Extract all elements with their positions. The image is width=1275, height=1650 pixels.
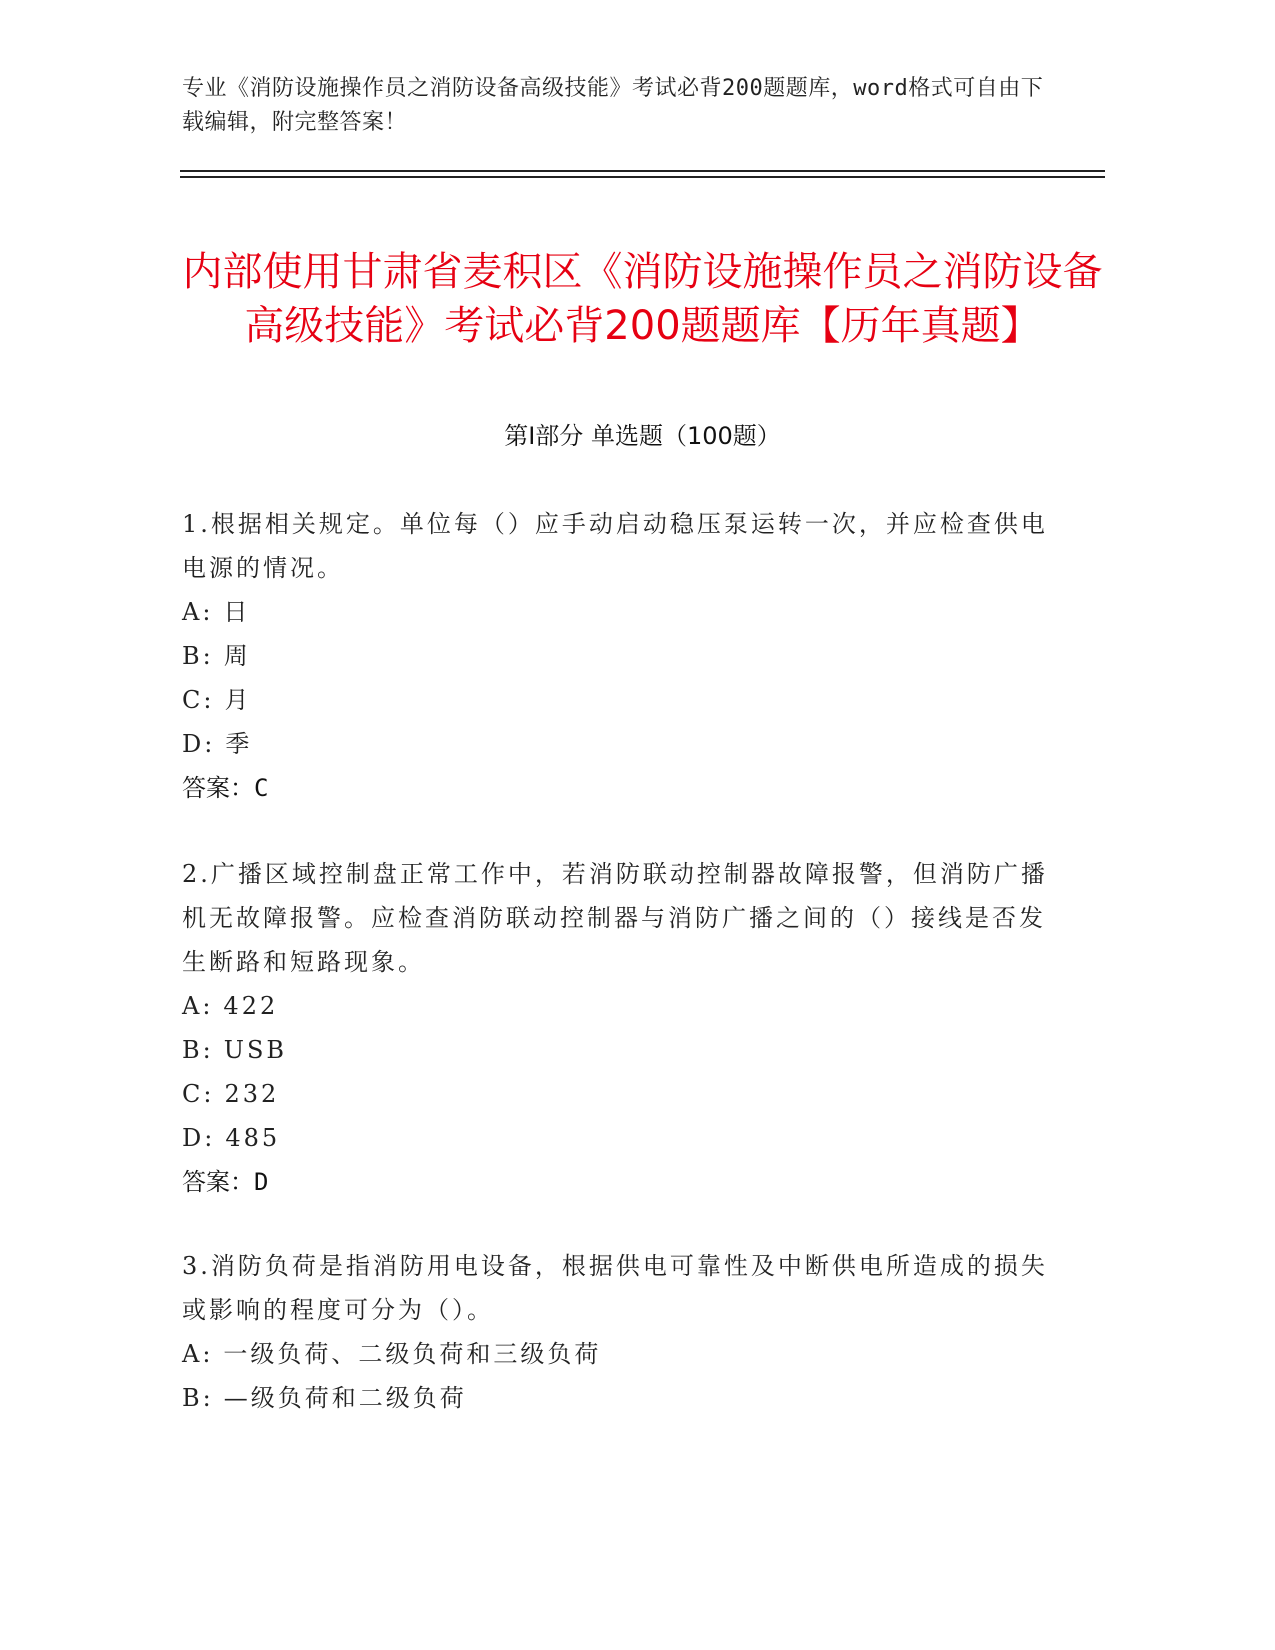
question-stem: 3.消防负荷是指消防用电设备，根据供电可靠性及中断供电所造成的损失或影响的程度可分为（）。 [182,1252,1048,1324]
option-d [182,1116,1062,1160]
option-a [182,1332,1062,1376]
option-text: 一级负荷、二级负荷和三级负荷 [223,1340,602,1368]
question-stem: 2.广播区域控制盘正常工作中，若消防联动控制器故障报警，但消防广播机无故障报警。应检查消防联动控制器与消防广播之间的（）接线是否发生断路和短路现象。 [182,860,1048,976]
question-3 [182,1244,1062,1420]
option-key: D: [182,1124,216,1152]
option-key: A: [182,992,214,1020]
question-2 [182,852,1062,1204]
option-b [182,634,1062,678]
answer-label: 答案： [182,774,254,802]
answer-value: D [254,1168,269,1196]
option-key: C: [182,1080,215,1108]
header-divider-bottom [180,176,1105,178]
question-1 [182,502,1062,810]
header-divider-top [180,170,1105,172]
option-text: 422 [223,992,279,1020]
option-text: USB [223,1036,288,1064]
answer-line [182,766,1062,810]
answer-label: 答案： [182,1168,254,1196]
option-a [182,590,1062,634]
option-key: B: [182,1036,214,1064]
option-key: A: [182,1340,214,1368]
option-text: —级负荷和二级负荷 [223,1384,467,1412]
option-b [182,1028,1062,1072]
option-text: 季 [225,730,253,758]
option-key: B: [182,642,214,670]
header-note: 专业《消防设施操作员之消防设备高级技能》考试必背200题题库，word格式可自由下载编辑，附完整答案！ [182,76,1044,135]
option-a [182,984,1062,1028]
option-text: 485 [225,1124,281,1152]
option-key: D: [182,730,216,758]
question-stem: 1.根据相关规定。单位每（）应手动启动稳压泵运转一次，并应检查供电电源的情况。 [182,510,1048,582]
option-d [182,722,1062,766]
option-text: 日 [223,598,251,626]
option-c [182,1072,1062,1116]
option-c [182,678,1062,722]
document-title: 内部使用甘肃省麦积区《消防设施操作员之消防设备高级技能》考试必背200题题库【历年真题】 [182,248,1103,349]
answer-line [182,1160,1062,1204]
option-key: B: [182,1384,214,1412]
option-b [182,1376,1062,1420]
answer-value: C [254,774,269,802]
section-title: 第I部分 单选题（100题） [504,422,781,450]
option-text: 月 [224,686,252,714]
option-text: 周 [223,642,251,670]
option-text: 232 [224,1080,280,1108]
option-key: C: [182,686,215,714]
option-key: A: [182,598,214,626]
